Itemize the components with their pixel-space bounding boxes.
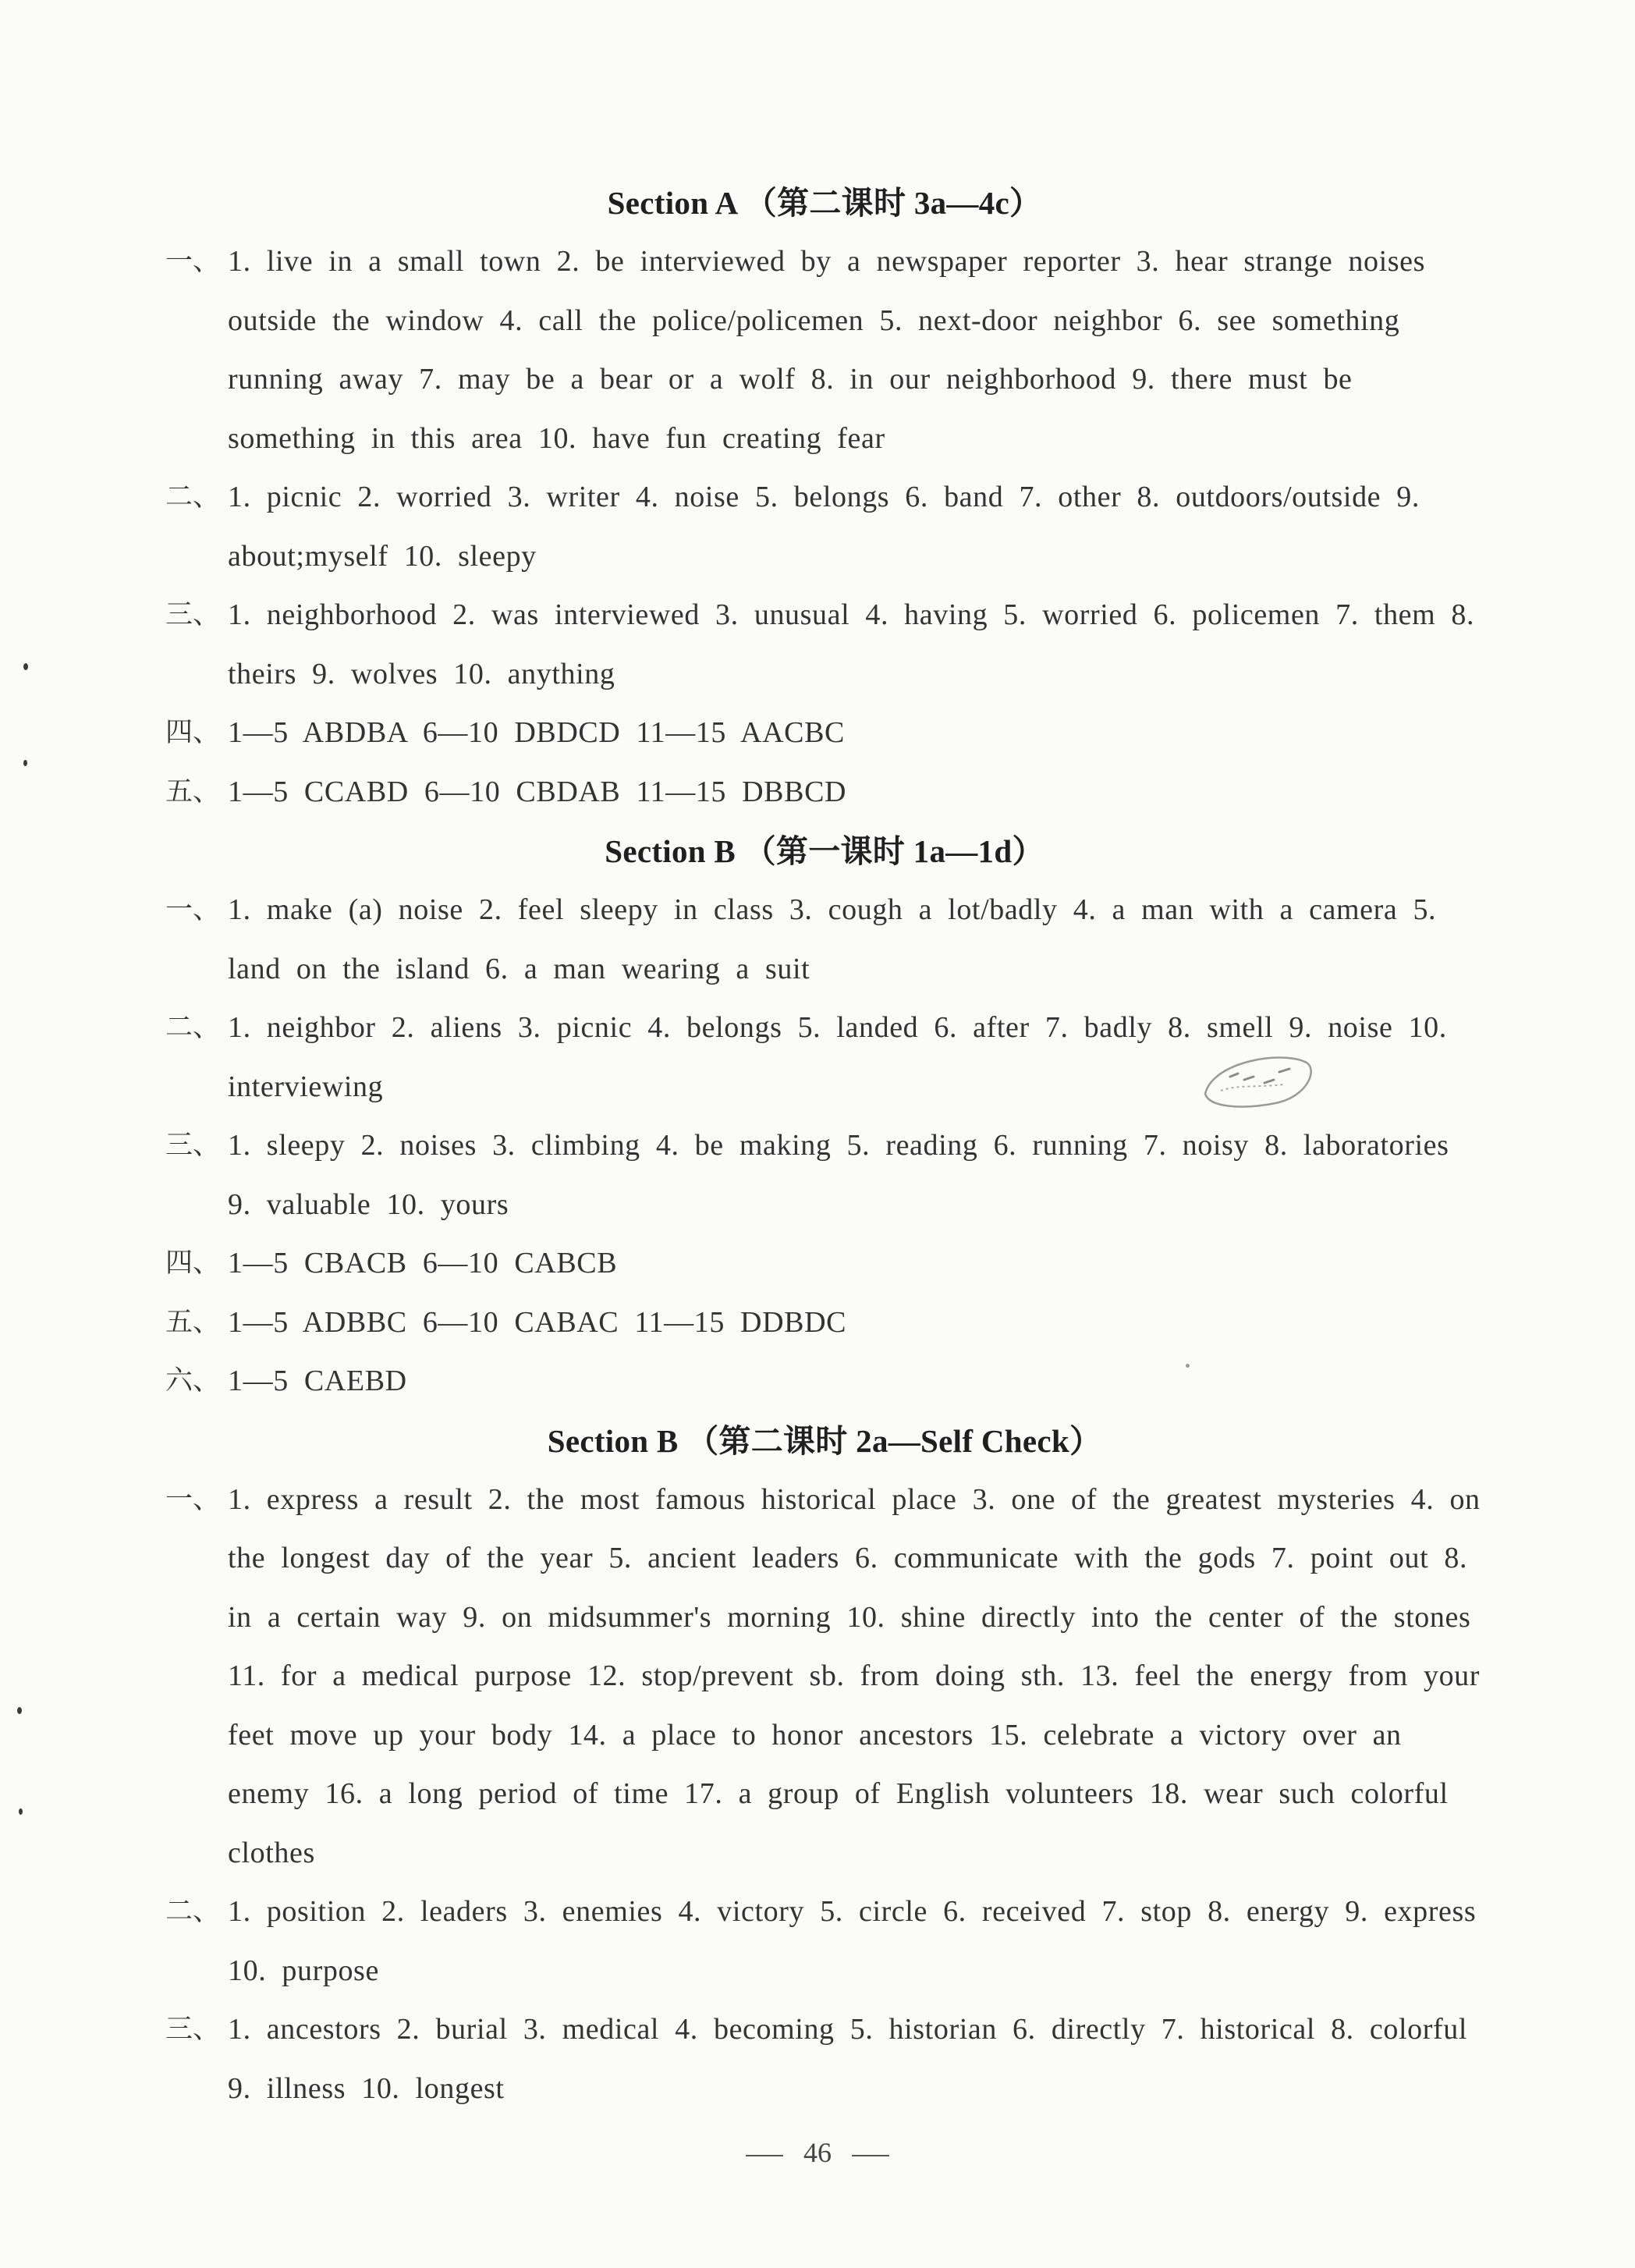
exercise-3: [165, 586, 1484, 704]
exercise-number: 一、: [165, 894, 221, 925]
section-title: Section B （第二课时 2a—Self Check）: [547, 1422, 1102, 1459]
exercise-3: [165, 1116, 1484, 1234]
scan-speck: [23, 760, 27, 766]
scan-speck: [1186, 1364, 1190, 1368]
exercise-4: [165, 1234, 1484, 1294]
exercise-answers: 1. live in a small town 2. be interviewed by a newspaper reporter 3. hear strange noises outside the window 4. call the police/policemen 5. next-door neighbor 6. see something running away 7. may be a bear or a wolf 8. in our neighborhood 9. there must be something in this area 10. have fun creating fear: [228, 245, 1425, 455]
section-a-lesson-2: [165, 173, 1484, 822]
exercise-answers: 1—5 CCABD 6—10 CBDAB 11—15 DBBCD: [228, 775, 847, 808]
exercise-5: [165, 1294, 1484, 1353]
exercise-answers: 1—5 ADBBC 6—10 CABAC 11—15 DDBDC: [228, 1305, 847, 1339]
page-number-dash: [852, 2155, 889, 2156]
answer-content: [165, 173, 1484, 2118]
exercise-1: [165, 881, 1484, 999]
exercise-5: [165, 763, 1484, 822]
exercise-number: 五、: [165, 776, 221, 807]
section-title: Section A （第二课时 3a—4c）: [607, 185, 1042, 221]
section-b-lesson-1: [165, 822, 1484, 1411]
exercise-number: 一、: [165, 246, 221, 277]
exercise-answers: 1. sleepy 2. noises 3. climbing 4. be making 5. reading 6. running 7. noisy 8. laboratories 9. valuable 10. yours: [228, 1129, 1449, 1221]
section-b-lesson-2: [165, 1411, 1484, 2119]
exercise-number: 四、: [165, 1248, 221, 1279]
exercise-number: 二、: [165, 1012, 221, 1043]
exercise-number: 二、: [165, 1896, 221, 1927]
exercise-3: [165, 2000, 1484, 2118]
exercise-answers: 1. picnic 2. worried 3. writer 4. noise 5. belongs 6. band 7. other 8. outdoors/outside 9. about;myself 10. sleepy: [228, 481, 1420, 573]
section-title: Section B （第一课时 1a—1d）: [605, 833, 1044, 869]
exercise-number: 六、: [165, 1365, 221, 1397]
exercise-number: 四、: [165, 717, 221, 748]
exercise-number: 三、: [165, 599, 221, 630]
exercise-answers: 1. express a result 2. the most famous historical place 3. one of the greatest mysteries 4. on the longest day of the year 5. ancient leaders 6. communicate with the gods 7. point out 8. in a certain way 9. on midsummer's morning 10. shine directly into the center of the stones 11. for a medical purpose 12. stop/prevent sb. from doing sth. 13. feel the energy from your feet move up your body 14. a place to honor ancestors 15. celebrate a victory over an enemy 16. a long period of time 17. a group of English volunteers 18. wear such colorful clothes: [228, 1482, 1481, 1869]
exercise-answers: 1. make (a) noise 2. feel sleepy in class 3. cough a lot/badly 4. a man with a camera 5. land on the island 6. a man wearing a suit: [228, 893, 1437, 985]
scan-speck: [19, 1808, 23, 1815]
watermark-stamp-icon: [1190, 1045, 1322, 1109]
scan-speck: [17, 1707, 22, 1714]
exercise-number: 一、: [165, 1483, 221, 1515]
exercise-answers: 1. ancestors 2. burial 3. medical 4. becoming 5. historian 6. directly 7. historical 8. colorful 9. illness 10. longest: [228, 2013, 1467, 2105]
exercise-number: 五、: [165, 1306, 221, 1338]
page-number-value: 46: [803, 2137, 832, 2168]
exercise-2: [165, 468, 1484, 586]
exercise-number: 三、: [165, 1130, 221, 1161]
exercise-answers: 1. position 2. leaders 3. enemies 4. victory 5. circle 6. received 7. stop 8. energy 9. express 10. purpose: [228, 1895, 1477, 1987]
exercise-answers: 1. neighbor 2. aliens 3. picnic 4. belongs 5. landed 6. after 7. badly 8. smell 9. noise 10. interviewing: [228, 1011, 1447, 1103]
exercise-1: [165, 1471, 1484, 1883]
exercise-number: 三、: [165, 2014, 221, 2045]
exercise-answers: 1. neighborhood 2. was interviewed 3. unusual 4. having 5. worried 6. policemen 7. them 8. theirs 9. wolves 10. anything: [228, 598, 1475, 690]
exercise-2: [165, 1883, 1484, 2000]
exercise-4: [165, 704, 1484, 763]
exercise-answers: 1—5 ABDBA 6—10 DBDCD 11—15 AACBC: [228, 716, 845, 749]
exercise-6: [165, 1352, 1484, 1411]
page-number-dash: [746, 2155, 783, 2156]
scan-speck: [23, 663, 28, 670]
exercise-answers: 1—5 CAEBD: [228, 1365, 407, 1397]
exercise-number: 二、: [165, 481, 221, 513]
page-number: [0, 2136, 1635, 2169]
exercise-1: [165, 232, 1484, 468]
exercise-answers: 1—5 CBACB 6—10 CABCB: [228, 1247, 618, 1280]
